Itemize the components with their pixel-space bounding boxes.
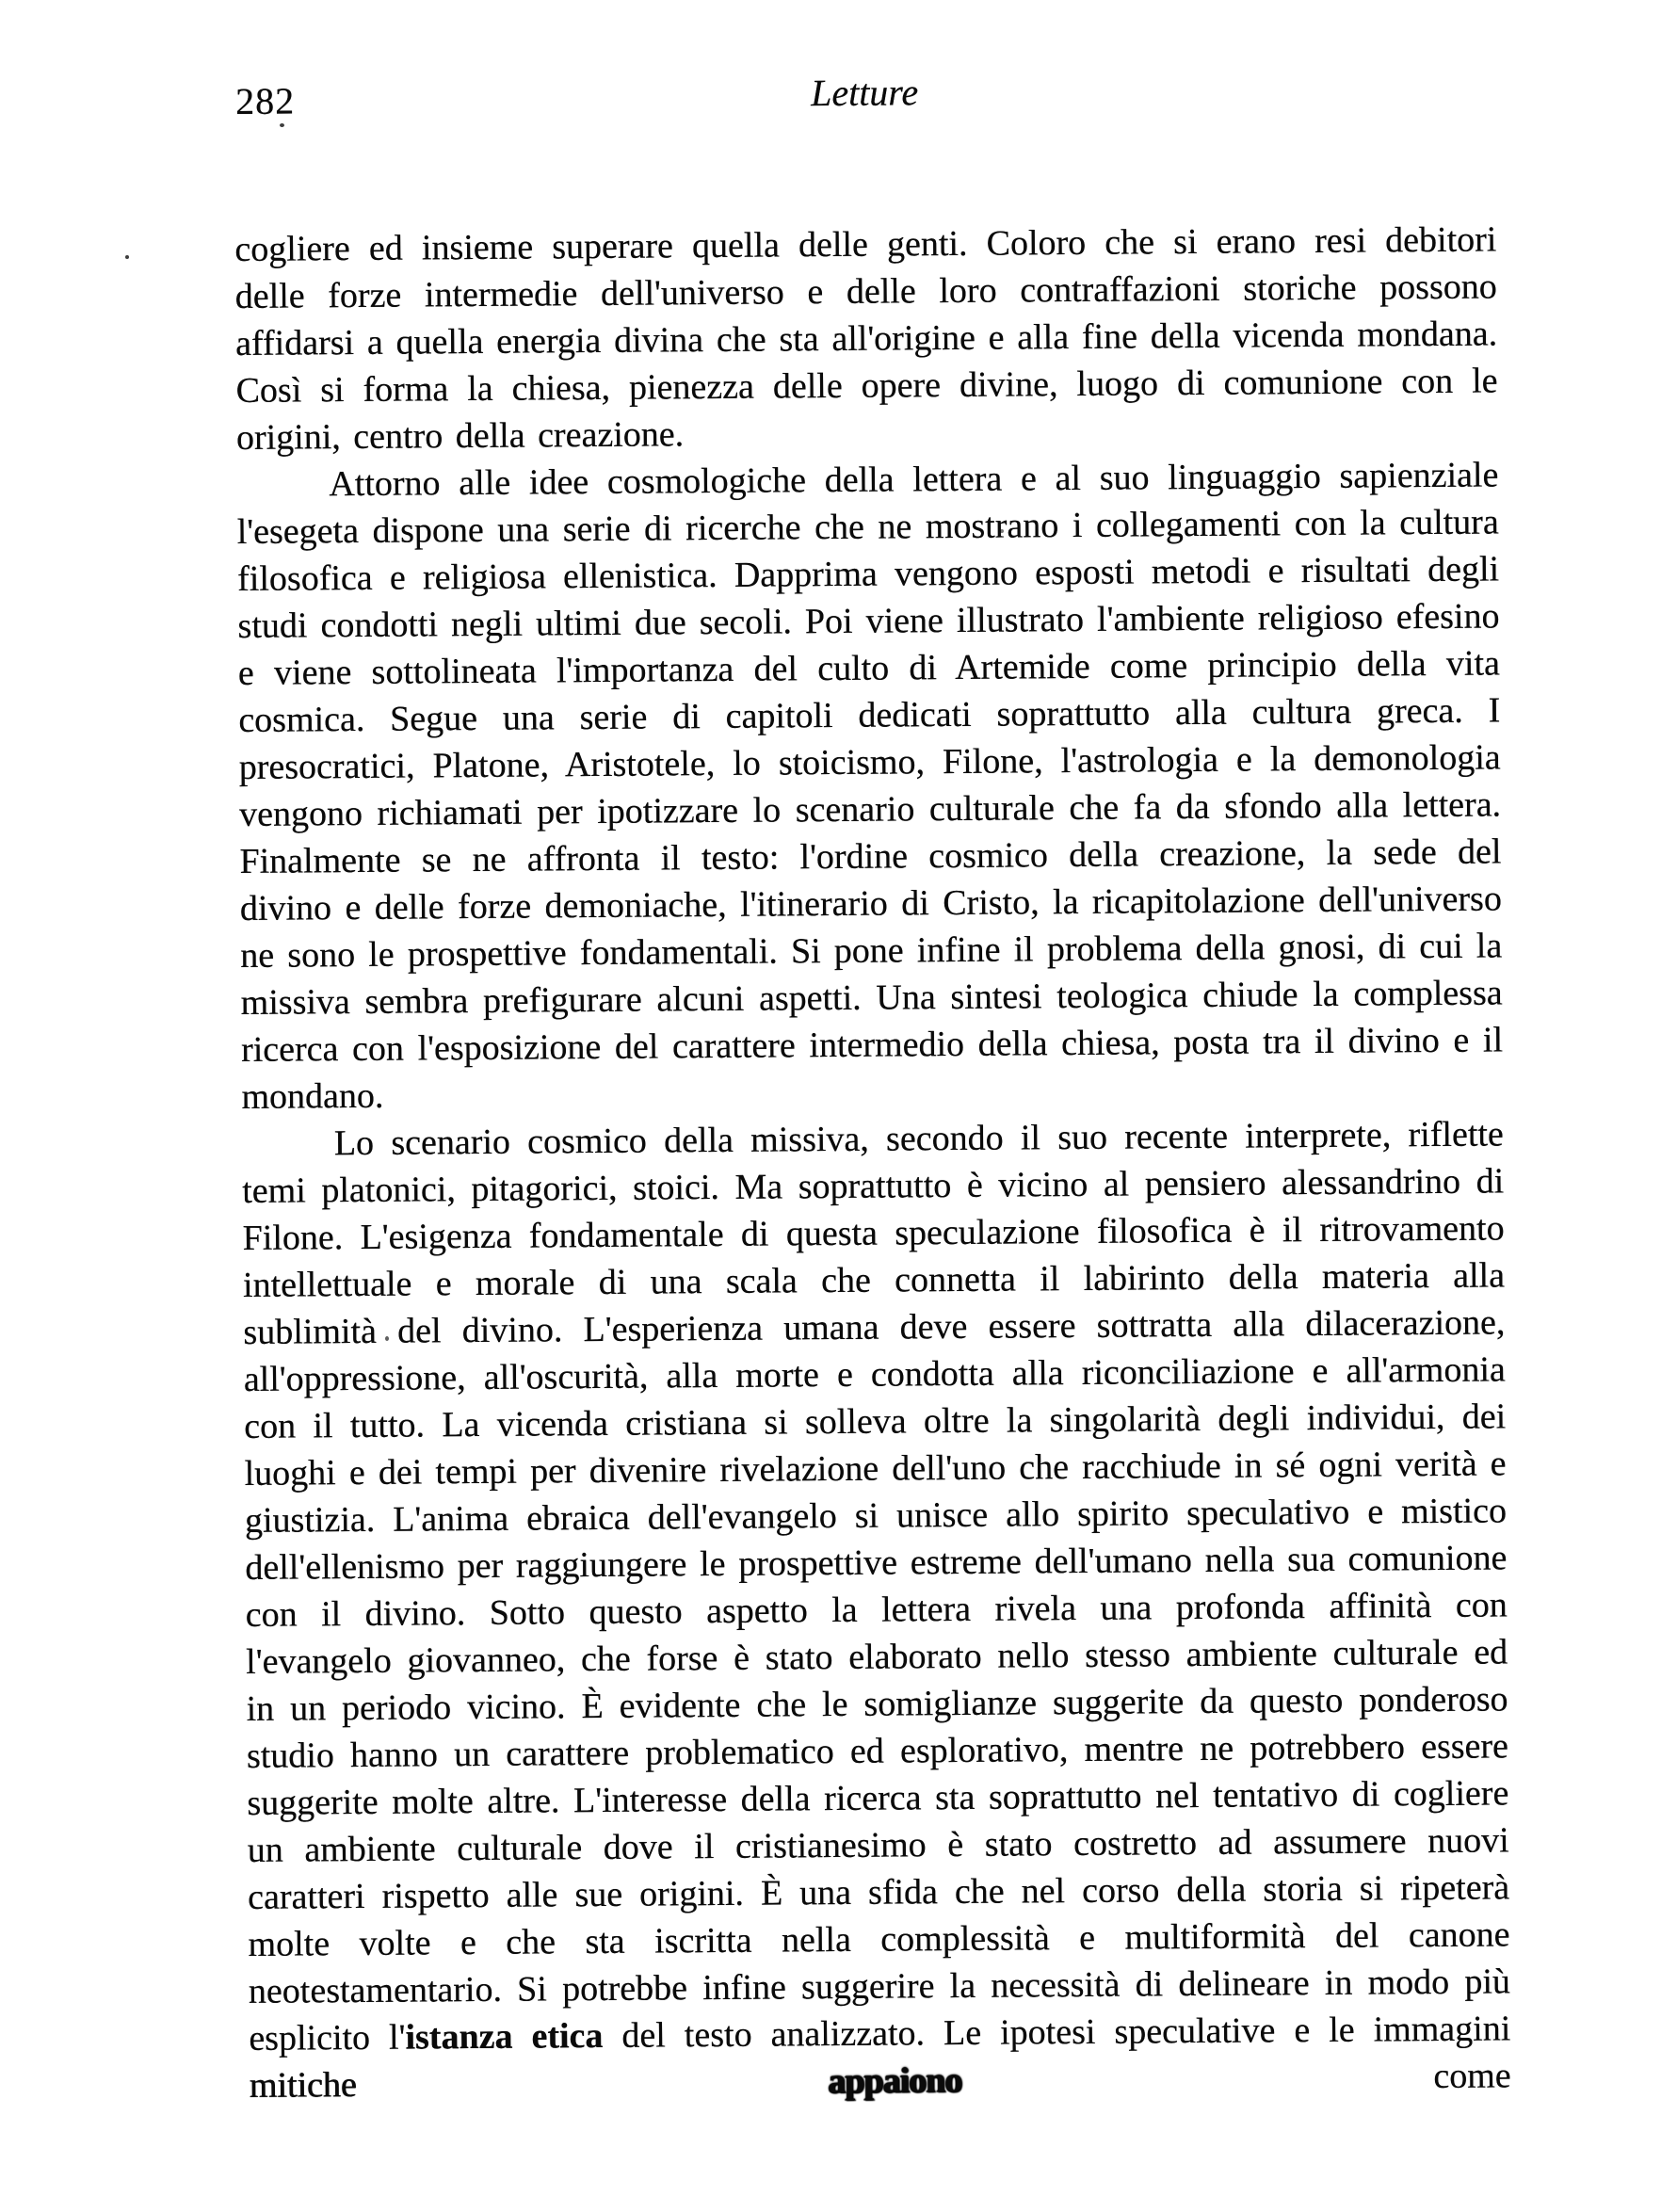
paragraph-text-run: come [961,2056,1511,2100]
paragraph-text-run: Lo scenario cosmico della missiva, secondo il suo recente interprete, riflette temi platonici, pitagorici, stoici. Ma soprattutto è vicino al pensiero alessandrino di Filone. L'esigenza fondamentale di questa speculazione filosofica è il ritrovamento intellettuale e morale di una scala che connetta il labirinto della materia alla sublimità del divino. L'esperienza umana deve essere sottratta alla dilacerazione, all'oppressione, all'oscurità, alla morte e condotta alla riconciliazione e all'armonia con il tutto. La vicenda cristiana si solleva oltre la singolarità degli individui, dei luoghi e dei tempi per divenire rivelazione dell'uno che racchiude in sé ogni verità e giustizia. L'anima ebraica dell'evangelo si unisce allo spirito speculativo e mistico dell'ellenismo per raggiungere le prospettive estreme dell'umano nella sua comunione con il divino. Sotto questo aspetto la lettera rivela una profonda affinità con l'evangelo giovanneo, che forse è stato elaborato nello stesso ambiente culturale ed in un periodo vicino. È evidente che le somiglianze suggerite da questo ponderoso studio hanno un carattere problematico ed esplorativo, mentre ne potrebbero essere suggerite molte altre. L'interesse della ricerca sta soprattutto nel tentativo di cogliere un ambiente culturale dove il cristianesimo è stato costretto ad assumere nuovi caratteri rispetto alle sue origini. È una sfida che nel corso della storia si ripeterà molte volte e che sta iscritta nella complessità e multiformità del canone neotestamentario. Si potrebbe infine suggerire la necessità di delineare in modo più esplicito l' [242,1114,1511,2059]
smudged-word-appaiono: appaiono [828,2059,962,2102]
paragraph-ricerche: Attorno alle idee cosmologiche della lettera e al suo linguaggio sapienziale l'esegeta dispone una serie di ricerche che ne mostrano i collegamenti con la cultura filosofica e religiosa ellenistica. Dapprima vengono esposti metodi e risultati degli studi condotti negli ultimi due secoli. Poi viene illustrato l'ambiente religioso efesino e viene sottolineata l'importanza del culto di Artemide come principio della vita cosmica. Segue una serie di capitoli dedicati soprattutto alla cultura greca. I presocratici, Platone, Aristotele, lo stoicismo, Filone, l'astrologia e la demonologia vengono richiamati per ipotizzare lo scenario culturale che fa da sfondo alla lettera. Finalmente se ne affronta il testo: l'ordine cosmico della creazione, la sede del divino e delle forze demoniache, l'itinerario di Cristo, la ricapitolazione dell'universo ne sono le prospettive fondamentali. Si pone infine il problema della gnosi, di cui la missiva sembra prefigurare alcuni aspetti. Una sintesi teologica chiude la complessa ricerca con l'esposizione del carattere intermedio della chiesa, posta tra il divino e il mondano. [236,455,1504,1117]
running-header [234,69,1495,126]
text-block [234,216,1511,2108]
running-header-title: Letture [810,71,919,115]
emphasis-istanza-etica: istanza etica [405,2015,604,2058]
paragraph-scenario-cosmico [242,1110,1511,2108]
scanned-text-area [234,69,1511,2108]
emphasis-mitiche: mitiche [249,2061,829,2106]
page-number: 282 [235,79,296,122]
paragraph-text-run: del testo analizzato. Le ipotesi speculative e le immagini [603,2009,1511,2056]
scan-speck [125,255,129,259]
paragraph-continuation: cogliere ed insieme superare quella delle genti. Coloro che si erano resi debitori delle forze intermedie dell'universo e delle loro contraffazioni storiche possono affidarsi a quella energia divina che sta all'origine e alla fine della vicenda mondana. Così si forma la chiesa, pienezza delle opere divine, luogo di comunione con le origini, centro della creazione. [234,219,1498,458]
